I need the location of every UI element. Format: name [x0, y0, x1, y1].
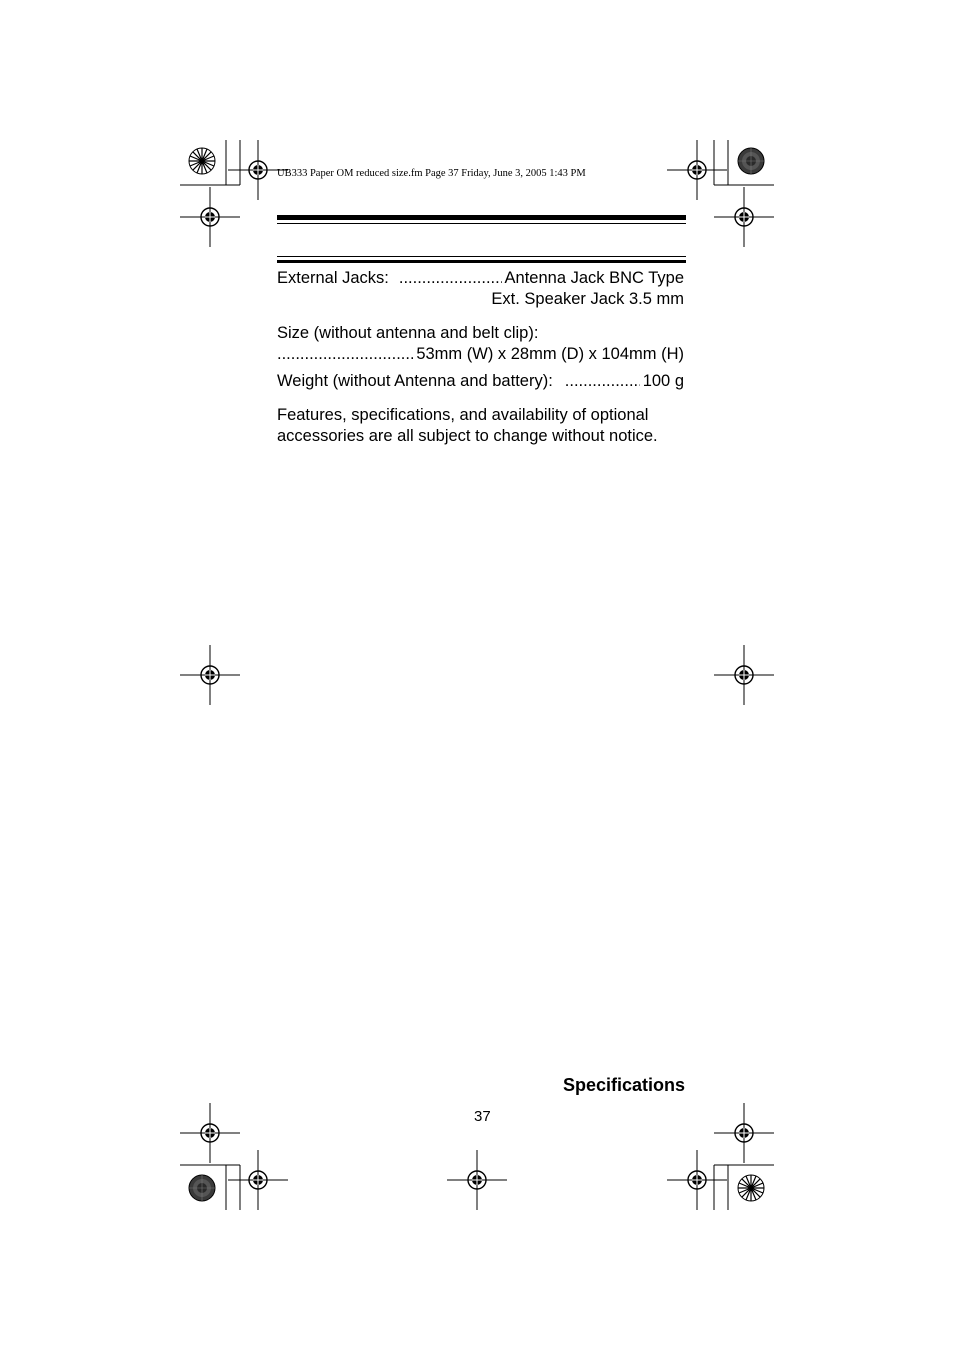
external-jacks-label: External Jacks:	[277, 269, 389, 287]
section-title: Specifications	[562, 1075, 685, 1095]
size-value: 53mm (W) x 28mm (D) x 104mm (H)	[416, 345, 684, 363]
weight-value: 100 g	[642, 372, 684, 390]
section-rule-thick	[277, 260, 686, 263]
external-jacks-value-1: Antenna Jack BNC Type	[504, 269, 684, 287]
leader-dots	[277, 344, 413, 365]
external-jacks-row	[277, 268, 684, 289]
file-info-header: UB333 Paper OM reduced size.fm Page 37 Friday, June 3, 2005 1:43 PM	[277, 168, 586, 179]
specifications-content	[277, 268, 684, 447]
section-rule-thin	[277, 256, 686, 257]
size-row	[277, 344, 684, 365]
notice-line-1: Features, specifications, and availability of optional	[277, 406, 649, 424]
size-label: Size (without antenna and belt clip):	[277, 324, 539, 342]
external-jacks-value-2: Ext. Speaker Jack 3.5 mm	[491, 290, 684, 308]
weight-label: Weight (without Antenna and battery):	[277, 372, 553, 390]
top-rule-thin	[277, 223, 686, 224]
top-rule-thick	[277, 215, 686, 220]
leader-dots	[565, 371, 640, 392]
leader-dots	[399, 268, 502, 289]
page-number: 37	[474, 1108, 491, 1125]
notice-line-2: accessories are all subject to change without notice.	[277, 427, 658, 445]
weight-row	[277, 371, 684, 392]
